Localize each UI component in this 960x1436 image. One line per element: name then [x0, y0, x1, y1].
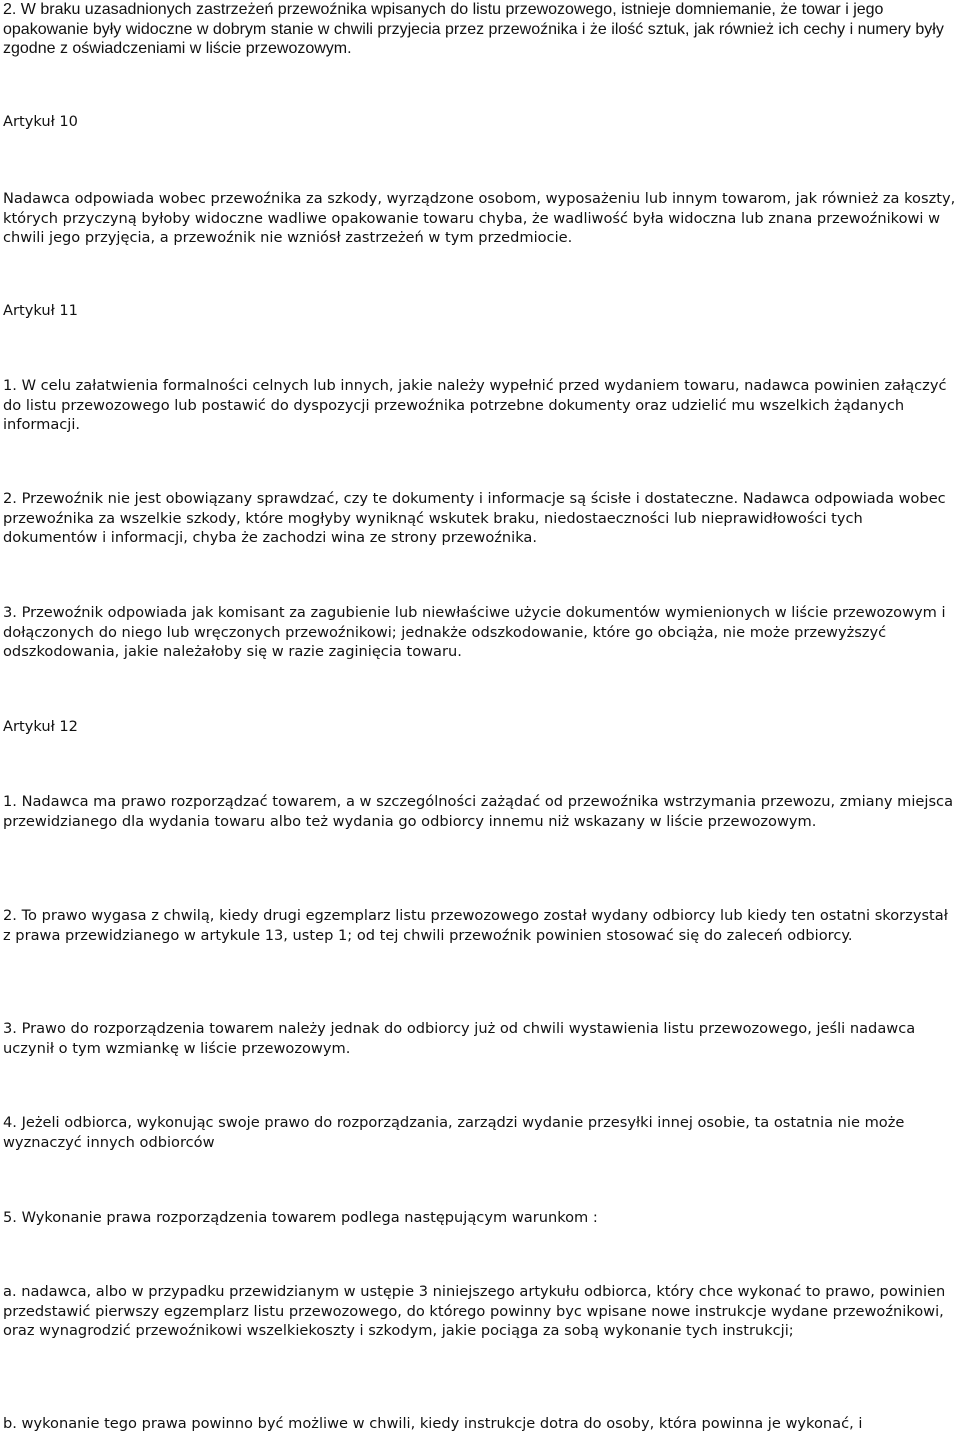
- article-12-paragraph-a: a. nadawca, albo w przypadku przewidzianym w ustępie 3 niniejszego artykułu odbiorca, który chce wykonać to prawo, powinien przedstawić pierwszy egzemplarz listu przewozowego, do którego powinny byc wpisane nowe instrukcje wydane przewoźnikowi, oraz wynagrodzić przewoźnikowi wszelkiekoszty i szkodym, jakie pociąga za sobą wykonanie tych instrukcji;: [3, 1283, 946, 1339]
- article-11-paragraph-2: 2. Przewoźnik nie jest obowiązany sprawdzać, czy te dokumenty i informacje są ścisłe i dostateczne. Nadawca odpowiada wobec przewoźnika za wszelkie szkody, które mogłyby wyniknąć wskutek braku, niedostaeczności lub nieprawidłowości tych dokumentów i informacji, chyba że zachodzi wina ze strony przewoźnika.: [3, 490, 946, 546]
- article-11-paragraph-1: 1. W celu załatwienia formalności celnych lub innych, jakie należy wypełnić przed wydaniem towaru, nadawca powinien załączyć do listu przewozowego lub postawić do dyspozycji przewoźnika potrzebne dokumenty oraz udzielić mu wszelkich żądanych informacji.: [3, 377, 947, 433]
- article-11-paragraph-3: 3. Przewoźnik odpowiada jak komisant za zagubienie lub niewłaściwe użycie dokumentów wymienionych w liście przewozowym i dołączonych do niego lub wręczonych przewoźnikowi; jednakże odszkodowanie, które go obciąża, nie może przewyższyć odszkodowania, jakie należałoby się w razie zaginięcia towaru.: [3, 604, 946, 660]
- article-12-heading: Artykuł 12: [3, 718, 78, 735]
- article-10-heading: Artykuł 10: [3, 113, 78, 130]
- article-10-paragraph: Nadawca odpowiada wobec przewoźnika za szkody, wyrządzone osobom, wyposażeniu lub innym towarom, jak również za koszty, których przyczyną byłoby widoczne wadliwe opakowanie towaru chyba, że wadliwość była widoczna lub znana przewoźnikowi w chwili jego przyjęcia, a przewoźnik nie wzniósł zastrzeżeń w tym przedmiocie.: [3, 190, 956, 246]
- article-11-heading: Artykuł 11: [3, 302, 78, 319]
- article-12-paragraph-b: b. wykonanie tego prawa powinno być możliwe w chwili, kiedy instrukcje dotra do osoby, która powinna je wykonać, i: [3, 1415, 863, 1432]
- article-12-paragraph-4: 4. Jeżeli odbiorca, wykonując swoje prawo do rozporządzania, zarządzi wydanie przesyłki innej osobie, ta ostatnia nie może wyznaczyć innych odbiorców: [3, 1114, 905, 1151]
- article-12-paragraph-1: 1. Nadawca ma prawo rozporządzać towarem, a w szczególności zażądać od przewoźnika wstrzymania przewozu, zmiany miejsca przewidzianego dla wydania towaru albo też wydania go odbiorcy innemu niż wskazany w liście przewozowym.: [3, 793, 954, 830]
- article-12-paragraph-5: 5. Wykonanie prawa rozporządzenia towarem podlega następującym warunkom :: [3, 1209, 598, 1226]
- intro-paragraph: 2. W braku uzasadnionych zastrzeżeń przewoźnika wpisanych do listu przewozowego, istnieje domniemanie, że towar i jego opakowanie były widoczne w dobrym stanie w chwili przyjecia przez przewoźnika i że ilość sztuk, jak również ich cechy i numery były zgodne z oświadczeniami w liście przewozowym.: [3, 1, 944, 57]
- article-12-paragraph-2: 2. To prawo wygasa z chwilą, kiedy drugi egzemplarz listu przewozowego został wydany odbiorcy lub kiedy ten ostatni skorzystał z prawa przewidzianego w artykule 13, ustep 1; od tej chwili przewoźnik powinien stosować się do zaleceń odbiorcy.: [3, 907, 948, 944]
- article-12-paragraph-3: 3. Prawo do rozporządzenia towarem należy jednak do odbiorcy już od chwili wystawienia listu przewozowego, jeśli nadawca uczynił o tym wzmiankę w liście przewozowym.: [3, 1020, 916, 1057]
